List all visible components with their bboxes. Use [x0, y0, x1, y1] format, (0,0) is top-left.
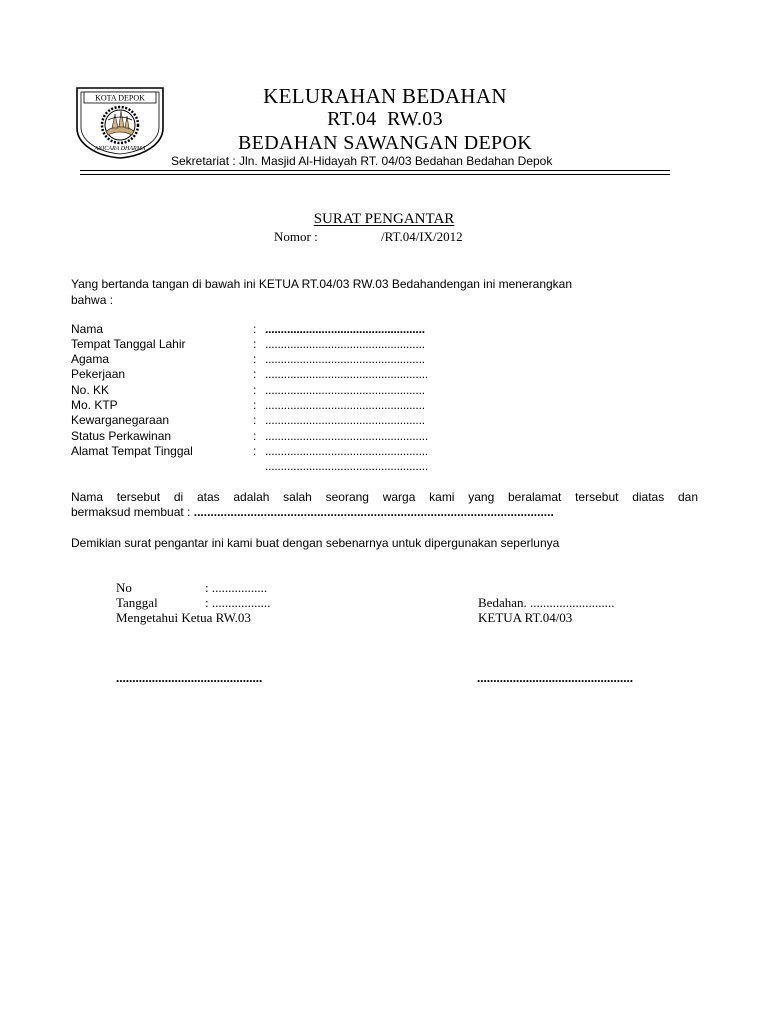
sig-no-value[interactable]: : ................. — [205, 580, 268, 595]
header-divider-thick — [80, 170, 670, 171]
closing-sentence: Demikian surat pengantar ini kami buat dengan sebenarnya untuk dipergunakan seperlunya — [71, 536, 560, 550]
intro-line-1: Yang bertanda tangan di bawah ini KETUA RT.04/03 RW.03 Bedahandengan ini menerangkan — [71, 277, 573, 291]
sig-line-rt[interactable]: ................................................ — [477, 670, 633, 685]
letter-heading — [0, 211, 768, 228]
field-label-ttl: Tempat Tanggal Lahir — [71, 337, 186, 351]
field-colon: : — [253, 413, 257, 427]
sig-tanggal-label: Tanggal — [116, 595, 158, 610]
field-label-nama: Nama — [71, 322, 104, 336]
field-colon: : — [253, 367, 257, 381]
field-value-ttl[interactable]: ................................................... — [265, 337, 425, 351]
statement-line-2 — [71, 505, 554, 519]
field-value-no-kk[interactable]: ................................................... — [265, 383, 425, 397]
field-colon: : — [253, 337, 257, 351]
sig-place-date[interactable]: Bedahan. .......................... — [478, 595, 615, 610]
field-value-no-ktp[interactable]: ................................................... — [265, 398, 425, 412]
field-label-alamat: Alamat Tempat Tinggal — [71, 444, 193, 458]
header-divider-thin — [80, 174, 670, 175]
nomor-label: Nomor : — [274, 229, 318, 244]
field-value-kewarganegaraan[interactable]: ................................................... — [265, 413, 425, 427]
statement-purpose-label: bermaksud membuat : — [71, 505, 191, 519]
field-colon: : — [253, 322, 257, 336]
nomor-value: /RT.04/IX/2012 — [381, 229, 463, 244]
field-label-agama: Agama — [71, 352, 110, 366]
field-label-no-kk: No. KK — [71, 383, 110, 397]
page-title-rt-rw: RT.04 RW.03 — [327, 108, 443, 130]
logo-top-text: KOTA DEPOK — [95, 93, 145, 103]
field-colon: : — [253, 383, 257, 397]
statement-purpose-dots[interactable]: ............................................................................................................ — [193, 505, 554, 519]
field-value-alamat[interactable]: .................................................... — [265, 444, 428, 458]
field-colon: : — [253, 352, 257, 366]
sig-tanggal-value[interactable]: : .................. — [205, 595, 271, 610]
page-title-area: BEDAHAN SAWANGAN DEPOK — [238, 132, 532, 154]
secretariat-address: Sekretariat : Jln. Masjid Al-Hidayah RT. 04/03 Bedahan Bedahan Depok — [171, 154, 553, 168]
field-colon: : — [253, 429, 257, 443]
kota-depok-emblem-icon — [74, 86, 166, 160]
field-value-alamat-line-2[interactable]: .................................................... — [265, 459, 428, 473]
field-colon: : — [253, 444, 257, 458]
sig-ketua-rt: KETUA RT.04/03 — [478, 610, 573, 625]
sig-line-rw[interactable]: ............................................. — [116, 670, 263, 685]
logo-motto-text: ANICARA DHARMA — [94, 146, 146, 152]
statement-line-1: Nama tersebut di atas adalah salah seorang warga kami yang beralamat tersebut diatas dan — [71, 490, 698, 504]
sig-mengetahui-rw: Mengetahui Ketua RW.03 — [116, 610, 251, 625]
sig-no-label: No — [116, 580, 132, 595]
field-value-status-perkawinan[interactable]: .................................................... — [265, 429, 428, 443]
field-value-agama[interactable]: ................................................... — [265, 352, 425, 366]
intro-line-2: bahwa : — [71, 293, 114, 307]
field-label-no-ktp: Mo. KTP — [71, 398, 118, 412]
field-value-nama[interactable]: ................................................... — [265, 322, 425, 336]
page-title-kelurahan: KELURAHAN BEDAHAN — [263, 84, 507, 108]
letter-heading-text: SURAT PENGANTAR — [313, 211, 455, 227]
field-label-pekerjaan: Pekerjaan — [71, 367, 126, 381]
field-colon: : — [253, 398, 257, 412]
field-label-status-perkawinan: Status Perkawinan — [71, 429, 172, 443]
field-value-pekerjaan[interactable]: .................................................... — [265, 367, 428, 381]
field-label-kewarganegaraan: Kewarganegaraan — [71, 413, 170, 427]
